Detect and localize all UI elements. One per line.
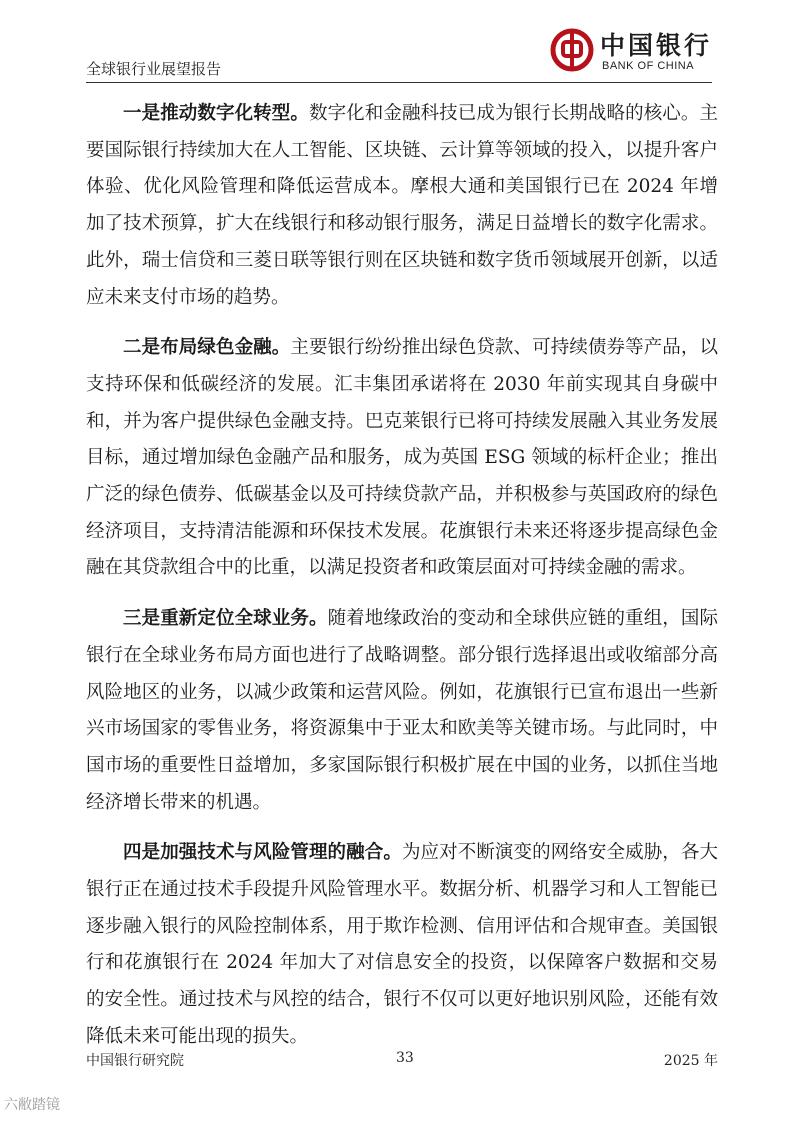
paragraph-body: 为应对不断演变的网络安全威胁，各大银行正在通过技术手段提升风险管理水平。数据分析、机器学习和人工智能已逐步融入银行的风险控制体系，用于欺诈检测、信用评估和合规审查。美国银行和花旗银行在 2024 年加大了对信息安全的投资，以保障客户数据和交易的安全性。通过技术与风控的结合，银行不仅可以更好地识别风险，还能有效降低未来可能出现的损失。 <box>86 842 718 1047</box>
bank-of-china-logo-icon <box>550 28 594 72</box>
logo-english-name: BANK OF CHINA <box>602 60 695 72</box>
paragraph-green-finance <box>86 330 718 587</box>
paragraph-risk-management <box>86 835 718 1055</box>
page-number: 33 <box>396 1050 414 1066</box>
paragraph-global-business <box>86 601 718 821</box>
page-header <box>86 0 712 82</box>
page-footer <box>86 1050 718 1072</box>
footer-institute: 中国银行研究院 <box>86 1053 184 1069</box>
paragraph-body: 随着地缘政治的变动和全球供应链的重组，国际银行在全球业务布局方面也进行了战略调整。部分银行选择退出或收缩部分高风险地区的业务，以减少政策和运营风险。例如，花旗银行已宣布退出一些新兴市场国家的零售业务，将资源集中于亚太和欧美等关键市场。与此同时，中国市场的重要性日益增加，多家国际银行积极扩展在中国的业务，以抓住当地经济增长带来的机遇。 <box>86 608 718 813</box>
paragraph-lead: 三是重新定位全球业务。 <box>123 608 328 630</box>
footer-year: 2025 年 <box>663 1053 718 1069</box>
paragraph-body: 数字化和金融科技已成为银行长期战略的核心。主要国际银行持续加大在人工智能、区块链、云计算等领域的投入，以提升客户体验、优化风险管理和降低运营成本。摩根大通和美国银行已在 2024 年增加了技术预算，扩大在线银行和移动银行服务，满足日益增长的数字化需求。此外，瑞士信贷和三菱日联等银行则在区块链和数字货币领域展开创新，以适应未来支付市场的趋势。 <box>86 103 718 308</box>
report-title: 全球银行业展望报告 <box>86 60 222 78</box>
paragraph-lead: 四是加强技术与风险管理的融合。 <box>123 842 402 864</box>
watermark: 六敝踏镜 <box>4 1097 60 1113</box>
body-text <box>86 96 718 1070</box>
paragraph-lead: 一是推动数字化转型。 <box>123 103 309 124</box>
bank-logo <box>550 26 713 80</box>
paragraph-body: 主要银行纷纷推出绿色贷款、可持续债券等产品，以支持环保和低碳经济的发展。汇丰集团承诺将在 2030 年前实现其自身碳中和，并为客户提供绿色金融支持。巴克莱银行已将可持续发展融入其业务发展目标，通过增加绿色金融产品和服务，成为英国 ESG 领域的标杆企业；推出广泛的绿色债券、低碳基金以及可持续贷款产品，并积极参与英国政府的绿色经济项目，支持清洁能源和环保技术发展。花旗银行未来还将逐步提高绿色金融在其贷款组合中的比重，以满足投资者和政策层面对可持续金融的需求。 <box>86 337 718 579</box>
paragraph-lead: 二是布局绿色金融。 <box>123 337 291 359</box>
logo-chinese-name: 中国银行 <box>600 31 713 60</box>
header-divider <box>86 82 712 83</box>
paragraph-digital-transformation <box>86 96 718 316</box>
